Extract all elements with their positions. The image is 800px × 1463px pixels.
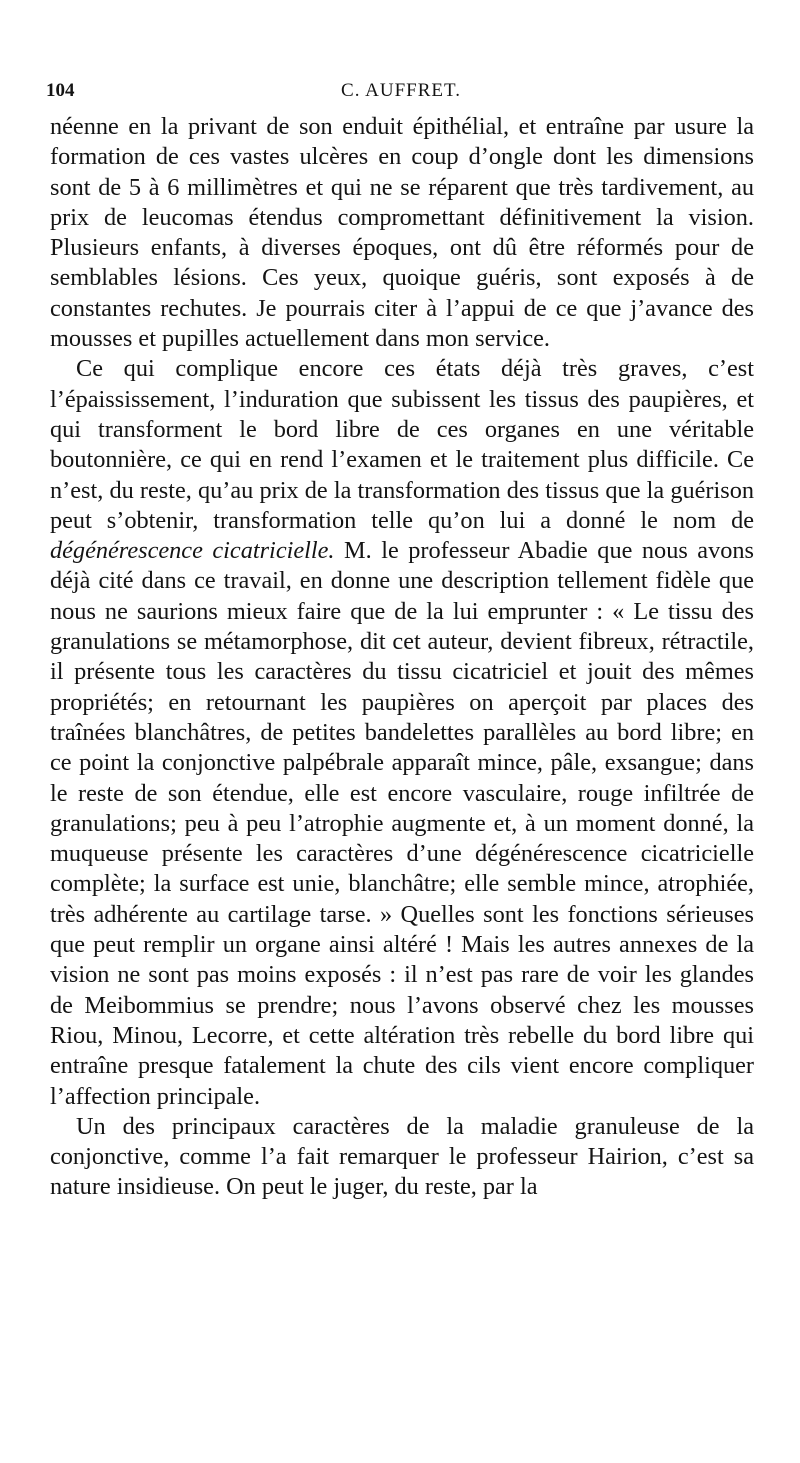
paragraph-insidious-nature [50, 1112, 754, 1203]
running-title: C. AUFFRET. [341, 80, 461, 101]
page-number: 104 [46, 80, 75, 101]
text-segment: Un des principaux caractères de la maladie granuleuse de la conjonctive, comme l’a fait remarquer le professeur Hairion, c’est sa nature insidieuse. On peut le juger, du reste, par la [50, 1112, 754, 1201]
text-segment: Ce qui complique encore ces états déjà très graves, c’est l’épaississement, l’induration que subissent les tissus des paupières, et qui transforment le bord libre de ces organes en une véritable boutonnière, ce qui en rend l’examen et le traitement plus difficile. Ce n’est, du reste, qu’au prix de la transformation des tissus que la guérison peut s’obtenir, transformation telle qu’on lui a donné le nom de [50, 355, 754, 534]
text-segment: néenne en la privant de son enduit épithélial, et entraîne par usure la formation de ces vastes ulcères en coup d’ongle dont les dimensions sont de 5 à 6 millimètres et qui ne se réparent que très tardivement, au prix de leucomas étendus compromettant définitivement la vision. Plusieurs enfants, à diverses époques, ont dû être réformés pour de semblables lésions. Ces yeux, quoique guéris, sont exposés à de constantes rechutes. Je pourrais citer à l’appui de ce que j’avance des mousses et pupilles actuellement dans mon service. [50, 113, 754, 353]
italic-term: dégénérescence cicatricielle. [50, 537, 335, 565]
running-head [46, 78, 756, 104]
text-segment: M. le professeur Abadie que nous avons déjà cité dans ce travail, en donne une description tellement fidèle que nous ne saurions mieux faire que de la lui emprunter : « Le tissu des granulations se métamorphose, dit cet auteur, devient fibreux, rétractile, il présente tous les caractères du tissu cicatriciel et jouit des mêmes propriétés; en retournant les paupières on aperçoit par places des traînées blanchâtres, de petites bandelettes parallèles au bord libre; en ce point la conjonctive palpébrale apparaît mince, pâle, exsangue; dans le reste de son étendue, elle est encore vasculaire, rouge infiltrée de granulations; peu à peu l’atrophie augmente et, à un moment donné, la muqueuse présente les caractères d’une dégénérescence cicatricielle complète; la surface est unie, blanchâtre; elle semble mince, atrophiée, très adhérente au cartilage tarse. » Quelles sont les fonctions sérieuses que peut remplir un organe ainsi altéré ! Mais les autres annexes de la vision ne sont pas moins exposés : il n’est pas rare de voir les glandes de Meibommius se prendre; nous l’avons observé chez les mousses Riou, Minou, Lecorre, et cette altération très rebelle du bord libre qui entraîne presque fatalement la chute des cils vient encore compliquer l’affection principale. [50, 537, 754, 1110]
paragraph-continued [50, 112, 754, 354]
body-text [50, 112, 754, 1203]
paragraph-cicatricial-degeneration [50, 354, 754, 1111]
